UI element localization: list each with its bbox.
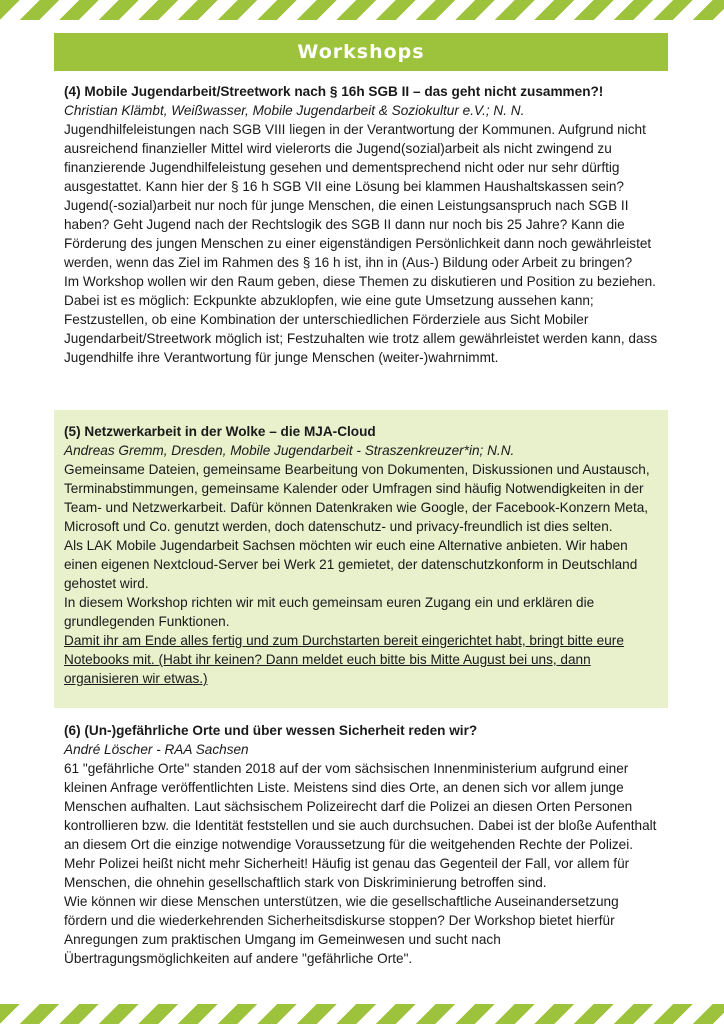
page-title: Workshops xyxy=(297,41,425,63)
workshop-paragraph: Gemeinsame Dateien, gemeinsame Bearbeitung von Dokumenten, Diskussionen und Austausch, Terminabstimmungen, gemeinsame Kalender oder Umfragen sind häufig Notwendigkeiten in der Team- und Netzwerkarbeit. Dafür können Datenkraken wie Google, der Facebook-Konzern Meta, Microsoft und Co. genutzt werden, doch datenschutz- und privacy-freundlich ist dies selten. xyxy=(64,462,650,534)
workshop-title: (6) (Un-)gefährliche Orte und über wessen Sicherheit reden wir? xyxy=(64,723,478,738)
bottom-stripe-border xyxy=(0,1004,724,1024)
workshop-6 xyxy=(54,721,668,968)
workshop-paragraph: Im Workshop wollen wir den Raum geben, diese Themen zu diskutieren und Position zu beziehen. Dabei ist es möglich: Eckpunkte abzuklopfen, wie eine gute Umsetzung aussehen kann; Festzustellen, ob eine Kombination der unterschiedlichen Förderziele aus Sicht Mobiler Jugendarbeit/Streetwork möglich ist; Festzuhalten wie trotz allem gewährleistet werden kann, dass Jugendhilfe ihre Verantwortung für junge Menschen (weiter-)wahrnimmt. xyxy=(64,274,658,365)
workshop-paragraph: Jugendhilfeleistungen nach SGB VIII liegen in der Verantwortung der Kommunen. Aufgrund nicht ausreichend finanzieller Mittel wird vielerorts die Jugend(sozial)arbeit als nicht zwingend zu finanzierende Jugendhilfeleistung gesehen und dementsprechend nicht oder nur sehr dürftig ausgestattet. Kann hier der § 16 h SGB VII eine Lösung bei klammen Haushaltskassen sein? xyxy=(64,122,646,194)
page-header xyxy=(54,33,668,71)
workshop-4 xyxy=(54,82,668,367)
workshop-authors: Christian Klämbt, Weißwasser, Mobile Jugendarbeit & Soziokultur e.V.; N. N. xyxy=(64,103,525,118)
workshop-authors: Andreas Gremm, Dresden, Mobile Jugendarbeit - Straszenkreuzer*in; N.N. xyxy=(64,443,515,458)
workshop-paragraph: Wie können wir diese Menschen unterstützen, wie die gesellschaftliche Auseinandersetzung fördern und die wiederkehrenden Sicherheitsdiskurse stoppen? Der Workshop bietet hierfür Anregungen zum praktischen Umgang im Gemeinwesen und sucht nach Übertragungsmöglichkeiten auf andere "gefährliche Orte". xyxy=(64,894,619,966)
top-stripe-border xyxy=(0,0,724,20)
workshop-paragraph: In diesem Workshop richten wir mit euch gemeinsam euren Zugang ein und erklären die grundlegenden Funktionen. xyxy=(64,595,595,629)
workshop-title: (5) Netzwerkarbeit in der Wolke – die MJA-Cloud xyxy=(64,424,376,439)
workshop-authors: André Löscher - RAA Sachsen xyxy=(64,742,249,757)
workshop-paragraph: 61 "gefährliche Orte" standen 2018 auf der vom sächsischen Innenministerium aufgrund einer kleinen Anfrage veröffentlichten Liste. Meistens sind dies Orte, an denen sich vor allem junge Menschen aufhalten. Laut sächsischem Polizeirecht darf die Polizei an diesen Orten Personen kontrollieren bzw. die Identität feststellen und sie auch durchsuchen. Dabei ist der bloße Aufenthalt an diesem Ort die einzige notwendige Voraussetzung für die weitgehenden Rechte der Polizei. xyxy=(64,761,657,852)
workshop-paragraph: Jugend(-sozial)arbeit nur noch für junge Menschen, die einen Leistungsanspruch nach SGB II haben? Geht Jugend nach der Rechtslogik des SGB II dann nur noch bis 25 Jahre? Kann die Förderung des jungen Menschen zu einer eigenständigen Persönlichkeit dann noch gewährleistet werden, wenn das Ziel im Rahmen des § 16 h ist, ihn in (Aus-) Bildung oder Arbeit zu bringen? xyxy=(64,198,652,270)
workshop-paragraph: Mehr Polizei heißt nicht mehr Sicherheit! Häufig ist genau das Gegenteil der Fall, vor allem für Menschen, die ohnehin gesellschaftlich stark von Diskriminierung betroffen sind. xyxy=(64,856,630,890)
workshop-title: (4) Mobile Jugendarbeit/Streetwork nach § 16h SGB II – das geht nicht zusammen?! xyxy=(64,84,604,99)
workshop-5 xyxy=(54,410,668,708)
workshop-paragraph: Als LAK Mobile Jugendarbeit Sachsen möchten wir euch eine Alternative anbieten. Wir haben einen eigenen Nextcloud-Server bei Werk 21 gemietet, der datenschutzkonform in Deutschland gehostet wird. xyxy=(64,538,638,591)
workshop-note: Damit ihr am Ende alles fertig und zum Durchstarten bereit eingerichtet habt, bringt bitte eure Notebooks mit. (Habt ihr keinen? Dann meldet euch bitte bis Mitte August bei uns, dann organisieren wir etwas.) xyxy=(64,633,624,686)
